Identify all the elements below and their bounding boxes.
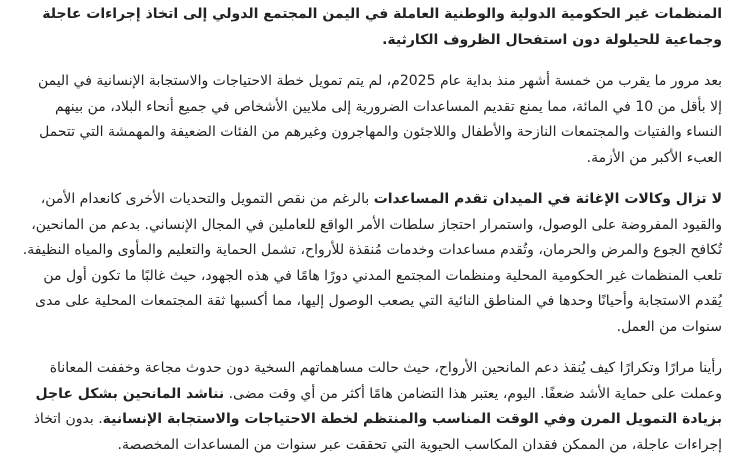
- donor-appeal-text-b: . بدون اتخاذ إجراءات عاجلة، من الممكن فقدان المكاسب الحيوية التي تحققت عبر سنوات من المساعدات المخصصة.: [33, 411, 722, 453]
- paragraph-funding-gap: [22, 69, 722, 171]
- ngo-appeal-bold-text: المنظمات غير الحكومية الدولية والوطنية العاملة في اليمن المجتمع الدولي إلى اتخاذ إجراءات عاجلة وجماعية للحيلولة دون استفحال الظروف الكارثية.: [42, 6, 722, 48]
- paragraph-aid-agencies: [22, 187, 722, 340]
- paragraph-ngo-appeal: [22, 2, 722, 53]
- funding-gap-text: بعد مرور ما يقرب من خمسة أشهر منذ بداية عام 2025م، لم يتم تمويل خطة الاحتياجات والاستجابة الإنسانية في اليمن إلا بأقل من 10 في المائة، مما يمنع تقديم المساعدات الضرورية إلى ملايين الأشخاص في جميع أنحاء البلاد، من بينهم النساء والفتيات والمجتمعات النازحة والأطفال واللاجئون والمهاجرون وغيرهم من الفئات الضعيفة والمهمشة التي تتحمل العبء الأكبر من الأزمة.: [37, 73, 722, 166]
- aid-agencies-bold-text: لا تزال وكالات الإغاثة في الميدان تقدم المساعدات: [373, 191, 722, 207]
- paragraph-gap: [22, 53, 722, 69]
- donor-appeal-text-a: رأينا مرارًا وتكرارًا كيف يُنقذ دعم المانحين الأرواح، حيث حالت مساهماتهم السخية دون حدوث مجاعة وخففت المعاناة وعملت على حماية الأشد ضعفًا. اليوم، يعتبر هذا التضامن هامًا أكثر من أي وقت مضى.: [49, 360, 722, 402]
- paragraph-gap: [22, 171, 722, 187]
- paragraph-gap: [22, 340, 722, 356]
- paragraph-donor-appeal: [22, 356, 722, 458]
- aid-agencies-text: بالرغم من نقص التمويل والتحديات الأخرى كانعدام الأمن، والقيود المفروضة على الوصول، واستمرار احتجاز سلطات الأمر الواقع للعاملين في المجال الإنساني. بدعم من المانحين، تُكافح الجوع والمرض والحرمان، وتُقدم مساعدات وخدمات مُنقذة للأرواح، تشمل الحماية والتعليم والمأوى والمياه النظيفة. تلعب المنظمات غير الحكومية المحلية ومنظمات المجتمع المدني دورًا هامًا في هذه الجهود، حيث غالبًا ما تكون أول من يُقدم الاستجابة وأحيانًا وحدها في المناطق النائية التي يصعب الوصول إليها، مما أكسبها ثقة المجتمعات المحلية على مدى سنوات من العمل.: [22, 191, 722, 335]
- donor-appeal-bold-text: نناشد المانحين بشكل عاجل بزيادة التمويل المرن وفي الوقت المناسب والمنتظم لخطة الاحتياجات والاستجابة الإنسانية: [35, 385, 722, 427]
